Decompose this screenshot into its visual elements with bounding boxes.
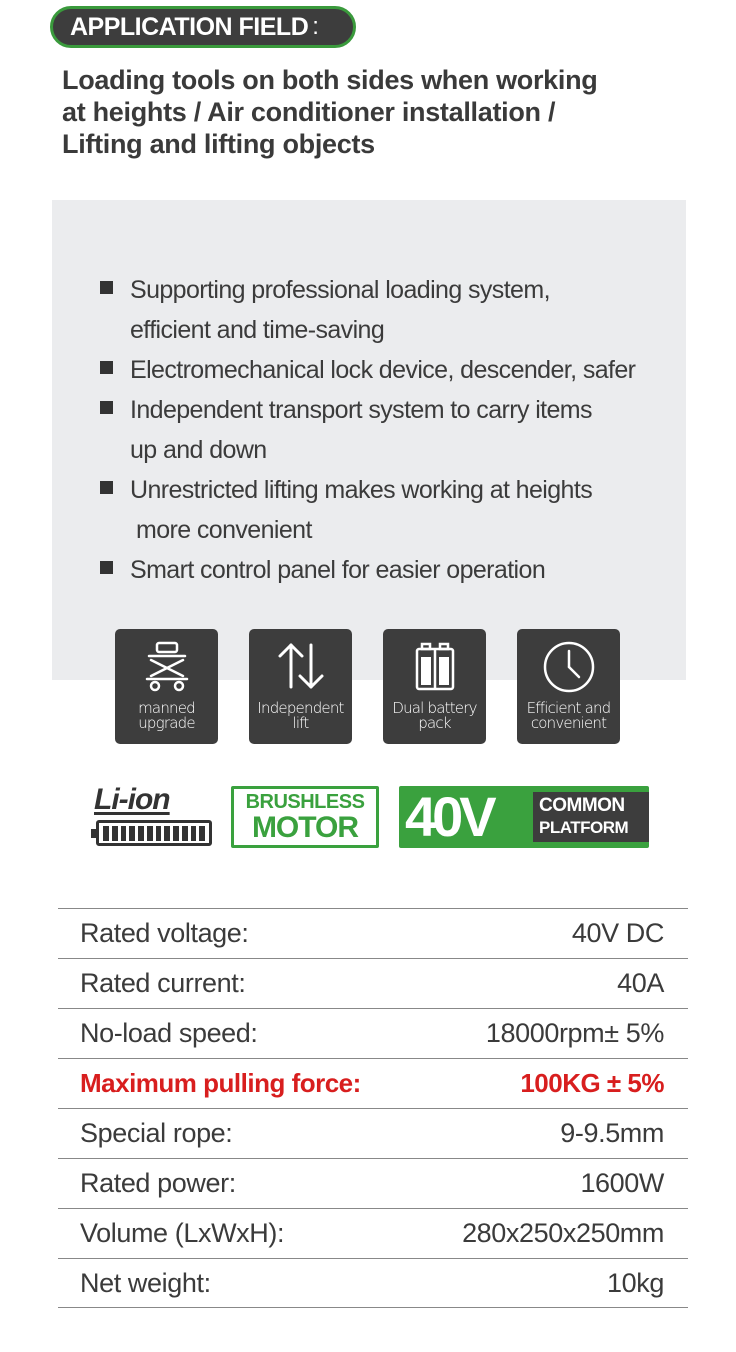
spec-label: Rated voltage:	[80, 918, 249, 948]
spec-row	[58, 1158, 688, 1208]
platform-box	[533, 792, 649, 842]
clock-icon	[539, 639, 599, 695]
application-headline: Loading tools on both sides when working at heights / Air conditioner installation / Lifting and lifting objects	[62, 65, 598, 159]
spec-row-highlight	[58, 1058, 688, 1108]
battery-pack-icon	[405, 639, 465, 695]
icon-card-manned-upgrade	[115, 629, 218, 744]
application-field-badge	[50, 6, 356, 48]
feature-item	[98, 390, 698, 470]
spec-value: 40V DC	[571, 918, 664, 948]
spec-row	[58, 1008, 688, 1058]
icon-card-label-line2: upgrade	[138, 714, 195, 732]
specs-table	[58, 908, 688, 1308]
spec-label: Rated current:	[80, 968, 246, 998]
spec-value: 10kg	[607, 1267, 664, 1298]
feature-line: Unrestricted lifting makes working at heights	[130, 476, 593, 504]
spec-row	[58, 1208, 688, 1258]
spec-value: 1600W	[580, 1168, 664, 1198]
brushless-motor-badge	[231, 786, 379, 848]
spec-label: Volume (LxWxH):	[80, 1218, 285, 1248]
spec-row	[58, 1258, 688, 1308]
feature-item	[98, 350, 698, 390]
bullet-square-icon	[100, 281, 113, 294]
feature-item	[98, 550, 698, 590]
spec-value: 18000rpm± 5%	[485, 1018, 664, 1048]
icon-card-independent-lift	[249, 629, 352, 744]
bullet-square-icon	[100, 361, 113, 374]
icon-card-efficient	[517, 629, 620, 744]
spec-label: No-load speed:	[80, 1018, 258, 1048]
li-ion-text: Li-ion	[94, 783, 170, 816]
spec-row	[58, 958, 688, 1008]
spec-label: Special rope:	[80, 1118, 233, 1148]
spec-value: 280x250x250mm	[462, 1218, 664, 1248]
spec-value: 100KG ± 5%	[520, 1068, 664, 1098]
feature-line: more convenient	[136, 516, 312, 544]
bullet-square-icon	[100, 401, 113, 414]
battery-icon	[96, 820, 212, 846]
spec-value: 9-9.5mm	[560, 1118, 664, 1148]
application-field-colon: :	[312, 13, 319, 40]
spec-label: Maximum pulling force:	[80, 1068, 361, 1098]
icon-card-label	[257, 701, 343, 731]
feature-line: up and down	[130, 436, 267, 464]
icon-card-dual-battery	[383, 629, 486, 744]
40v-platform-badge	[399, 786, 649, 848]
lift-platform-icon	[137, 639, 197, 695]
feature-line: Smart control panel for easier operation	[130, 556, 546, 584]
icon-card-label	[138, 701, 195, 731]
bullet-square-icon	[100, 481, 113, 494]
icon-card-label-line2: pack	[418, 714, 451, 732]
feature-item	[98, 270, 698, 350]
up-down-arrows-icon	[271, 639, 331, 695]
feature-line: Electromechanical lock device, descender, safer	[130, 356, 636, 384]
icon-card-label-line2: lift	[292, 714, 309, 732]
feature-list	[98, 270, 698, 590]
bullet-square-icon	[100, 561, 113, 574]
spec-label: Rated power:	[80, 1168, 236, 1198]
icon-card-label-line1: Efficient and	[526, 699, 611, 717]
feature-item	[98, 470, 698, 550]
feature-line: Independent transport system to carry items	[130, 396, 592, 424]
icon-card-label-line1: Independent	[257, 699, 344, 717]
feature-line: Supporting professional loading system,	[130, 276, 550, 304]
platform-line2: PLATFORM	[539, 818, 629, 837]
application-field-label: APPLICATION FIELD	[70, 12, 309, 41]
brushless-label: BRUSHLESS	[245, 791, 365, 813]
icon-card-label-line1: manned	[138, 699, 195, 717]
icon-card-label-line1: Dual battery	[392, 699, 477, 717]
spec-value: 40A	[617, 968, 664, 998]
spec-row	[58, 1108, 688, 1158]
motor-label: MOTOR	[251, 811, 359, 844]
li-ion-logo	[94, 783, 216, 848]
feature-line: efficient and time-saving	[130, 316, 385, 344]
icon-card-label-line2: convenient	[530, 714, 607, 732]
platform-line1: COMMON	[539, 795, 625, 816]
spec-label: Net weight:	[80, 1267, 211, 1298]
spec-row	[58, 908, 688, 958]
icon-card-label	[392, 701, 476, 731]
icon-card-label	[527, 701, 611, 731]
voltage-label: 40V	[405, 786, 493, 848]
